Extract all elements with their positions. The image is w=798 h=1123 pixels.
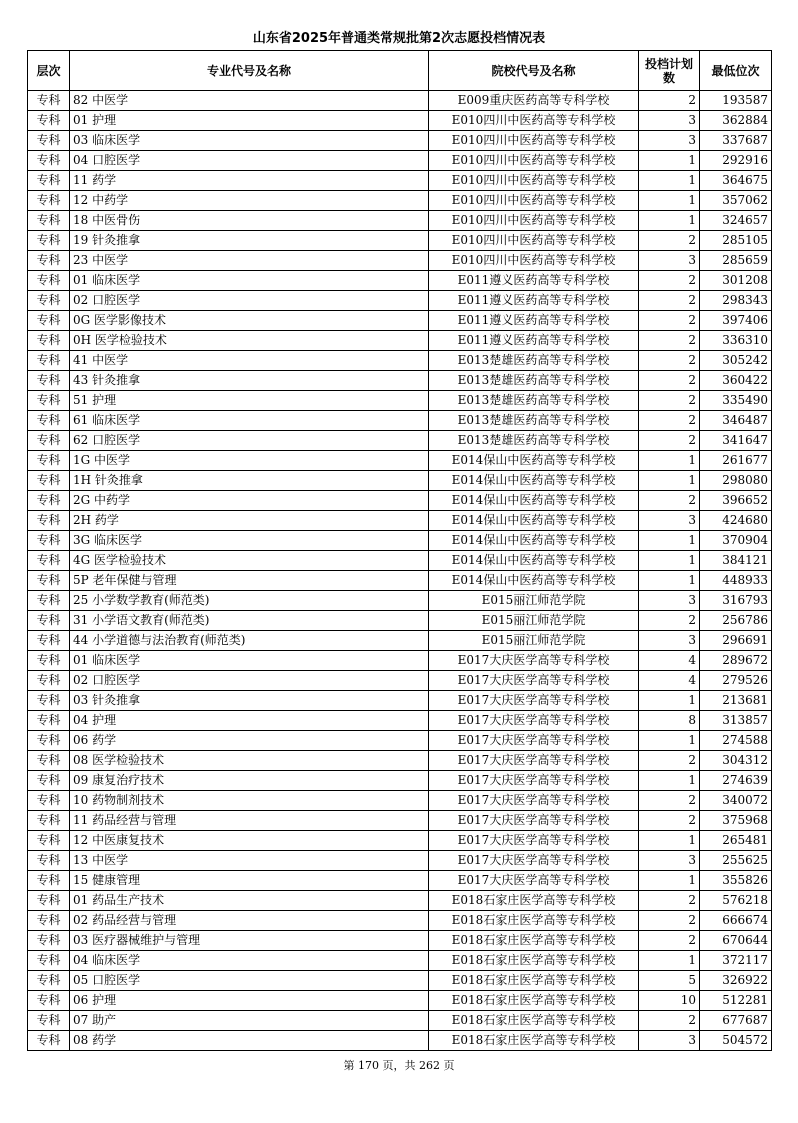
school-cell: E013楚雄医药高等专科学校 (429, 431, 639, 451)
school-cell: E010四川中医药高等专科学校 (429, 251, 639, 271)
min-rank-cell: 340072 (700, 791, 772, 811)
plan-count-cell: 8 (639, 711, 700, 731)
major-cell: 44 小学道德与法治教育(师范类) (70, 631, 429, 651)
plan-count-cell: 2 (639, 911, 700, 931)
school-cell: E017大庆医学高等专科学校 (429, 651, 639, 671)
table-row (28, 411, 772, 431)
level-cell: 专科 (28, 271, 70, 291)
level-cell: 专科 (28, 391, 70, 411)
major-cell: 02 口腔医学 (70, 291, 429, 311)
table-row (28, 1011, 772, 1031)
level-cell: 专科 (28, 251, 70, 271)
school-cell: E017大庆医学高等专科学校 (429, 671, 639, 691)
level-cell: 专科 (28, 851, 70, 871)
level-cell: 专科 (28, 911, 70, 931)
table-row (28, 171, 772, 191)
plan-count-cell: 1 (639, 451, 700, 471)
major-cell: 04 口腔医学 (70, 151, 429, 171)
min-rank-cell: 370904 (700, 531, 772, 551)
school-cell: E011遵义医药高等专科学校 (429, 331, 639, 351)
major-cell: 04 临床医学 (70, 951, 429, 971)
major-cell: 01 临床医学 (70, 271, 429, 291)
plan-count-cell: 2 (639, 391, 700, 411)
major-cell: 06 药学 (70, 731, 429, 751)
table-body (28, 91, 772, 1051)
school-cell: E018石家庄医学高等专科学校 (429, 951, 639, 971)
table-row (28, 971, 772, 991)
header-level: 层次 (28, 51, 70, 91)
table-row (28, 911, 772, 931)
school-cell: E017大庆医学高等专科学校 (429, 771, 639, 791)
min-rank-cell: 384121 (700, 551, 772, 571)
min-rank-cell: 279526 (700, 671, 772, 691)
table-row (28, 251, 772, 271)
min-rank-cell: 677687 (700, 1011, 772, 1031)
level-cell: 专科 (28, 291, 70, 311)
level-cell: 专科 (28, 631, 70, 651)
table-row (28, 511, 772, 531)
table-row (28, 851, 772, 871)
school-cell: E014保山中医药高等专科学校 (429, 451, 639, 471)
table-row (28, 471, 772, 491)
plan-count-cell: 2 (639, 271, 700, 291)
plan-count-cell: 1 (639, 871, 700, 891)
plan-count-cell: 3 (639, 631, 700, 651)
plan-count-cell: 1 (639, 551, 700, 571)
major-cell: 05 口腔医学 (70, 971, 429, 991)
plan-count-cell: 3 (639, 111, 700, 131)
major-cell: 43 针灸推拿 (70, 371, 429, 391)
school-cell: E015丽江师范学院 (429, 631, 639, 651)
major-cell: 3G 临床医学 (70, 531, 429, 551)
level-cell: 专科 (28, 751, 70, 771)
table-row (28, 831, 772, 851)
major-cell: 51 护理 (70, 391, 429, 411)
school-cell: E018石家庄医学高等专科学校 (429, 911, 639, 931)
min-rank-cell: 397406 (700, 311, 772, 331)
plan-count-cell: 2 (639, 751, 700, 771)
school-cell: E015丽江师范学院 (429, 611, 639, 631)
plan-count-cell: 2 (639, 431, 700, 451)
min-rank-cell: 292916 (700, 151, 772, 171)
school-cell: E015丽江师范学院 (429, 591, 639, 611)
level-cell: 专科 (28, 651, 70, 671)
level-cell: 专科 (28, 331, 70, 351)
table-row (28, 191, 772, 211)
min-rank-cell: 305242 (700, 351, 772, 371)
major-cell: 25 小学数学教育(师范类) (70, 591, 429, 611)
level-cell: 专科 (28, 611, 70, 631)
min-rank-cell: 360422 (700, 371, 772, 391)
table-row (28, 391, 772, 411)
level-cell: 专科 (28, 551, 70, 571)
table-row (28, 671, 772, 691)
major-cell: 13 中医学 (70, 851, 429, 871)
plan-count-cell: 2 (639, 491, 700, 511)
school-cell: E018石家庄医学高等专科学校 (429, 1031, 639, 1051)
school-cell: E013楚雄医药高等专科学校 (429, 391, 639, 411)
plan-count-cell: 2 (639, 351, 700, 371)
plan-count-cell: 2 (639, 231, 700, 251)
school-cell: E017大庆医学高等专科学校 (429, 791, 639, 811)
plan-count-cell: 2 (639, 891, 700, 911)
school-cell: E017大庆医学高等专科学校 (429, 851, 639, 871)
min-rank-cell: 255625 (700, 851, 772, 871)
table-row (28, 771, 772, 791)
plan-count-cell: 2 (639, 411, 700, 431)
plan-count-cell: 2 (639, 791, 700, 811)
table-row (28, 591, 772, 611)
level-cell: 专科 (28, 991, 70, 1011)
major-cell: 08 医学检验技术 (70, 751, 429, 771)
plan-count-cell: 1 (639, 571, 700, 591)
plan-count-cell: 2 (639, 931, 700, 951)
major-cell: 4G 医学检验技术 (70, 551, 429, 571)
level-cell: 专科 (28, 531, 70, 551)
level-cell: 专科 (28, 891, 70, 911)
school-cell: E010四川中医药高等专科学校 (429, 131, 639, 151)
level-cell: 专科 (28, 351, 70, 371)
school-cell: E013楚雄医药高等专科学校 (429, 411, 639, 431)
major-cell: 31 小学语文教育(师范类) (70, 611, 429, 631)
school-cell: E011遵义医药高等专科学校 (429, 271, 639, 291)
plan-count-cell: 1 (639, 151, 700, 171)
level-cell: 专科 (28, 571, 70, 591)
min-rank-cell: 336310 (700, 331, 772, 351)
min-rank-cell: 448933 (700, 571, 772, 591)
table-row (28, 351, 772, 371)
level-cell: 专科 (28, 151, 70, 171)
school-cell: E018石家庄医学高等专科学校 (429, 931, 639, 951)
level-cell: 专科 (28, 111, 70, 131)
min-rank-cell: 261677 (700, 451, 772, 471)
plan-count-cell: 1 (639, 771, 700, 791)
major-cell: 18 中医骨伤 (70, 211, 429, 231)
min-rank-cell: 355826 (700, 871, 772, 891)
min-rank-cell: 213681 (700, 691, 772, 711)
plan-count-cell: 2 (639, 91, 700, 111)
major-cell: 09 康复治疗技术 (70, 771, 429, 791)
school-cell: E010四川中医药高等专科学校 (429, 211, 639, 231)
header-min-rank: 最低位次 (700, 51, 772, 91)
plan-count-cell: 5 (639, 971, 700, 991)
table-row (28, 491, 772, 511)
plan-count-cell: 1 (639, 731, 700, 751)
page-footer: 第 170 页，共 262 页 (343, 1059, 455, 1072)
min-rank-cell: 424680 (700, 511, 772, 531)
major-cell: 0H 医学检验技术 (70, 331, 429, 351)
level-cell: 专科 (28, 231, 70, 251)
level-cell: 专科 (28, 1011, 70, 1031)
level-cell: 专科 (28, 871, 70, 891)
major-cell: 12 中药学 (70, 191, 429, 211)
plan-count-cell: 3 (639, 1031, 700, 1051)
min-rank-cell: 341647 (700, 431, 772, 451)
min-rank-cell: 504572 (700, 1031, 772, 1051)
major-cell: 02 口腔医学 (70, 671, 429, 691)
table-row (28, 751, 772, 771)
major-cell: 03 临床医学 (70, 131, 429, 151)
school-cell: E010四川中医药高等专科学校 (429, 171, 639, 191)
level-cell: 专科 (28, 451, 70, 471)
plan-count-cell: 2 (639, 311, 700, 331)
table-row (28, 211, 772, 231)
table-row (28, 311, 772, 331)
level-cell: 专科 (28, 511, 70, 531)
level-cell: 专科 (28, 371, 70, 391)
table-row (28, 531, 772, 551)
min-rank-cell: 512281 (700, 991, 772, 1011)
major-cell: 0G 医学影像技术 (70, 311, 429, 331)
table-row (28, 451, 772, 471)
min-rank-cell: 316793 (700, 591, 772, 611)
min-rank-cell: 256786 (700, 611, 772, 631)
plan-count-cell: 1 (639, 951, 700, 971)
min-rank-cell: 298343 (700, 291, 772, 311)
school-cell: E011遵义医药高等专科学校 (429, 291, 639, 311)
table-row (28, 651, 772, 671)
level-cell: 专科 (28, 131, 70, 151)
school-cell: E010四川中医药高等专科学校 (429, 111, 639, 131)
school-cell: E017大庆医学高等专科学校 (429, 691, 639, 711)
table-row (28, 111, 772, 131)
major-cell: 07 助产 (70, 1011, 429, 1031)
plan-count-cell: 2 (639, 371, 700, 391)
plan-count-cell: 1 (639, 171, 700, 191)
major-cell: 23 中医学 (70, 251, 429, 271)
school-cell: E010四川中医药高等专科学校 (429, 151, 639, 171)
table-row (28, 731, 772, 751)
level-cell: 专科 (28, 191, 70, 211)
header-major: 专业代号及名称 (70, 51, 429, 91)
level-cell: 专科 (28, 211, 70, 231)
major-cell: 01 护理 (70, 111, 429, 131)
table-row (28, 631, 772, 651)
level-cell: 专科 (28, 411, 70, 431)
min-rank-cell: 396652 (700, 491, 772, 511)
school-cell: E010四川中医药高等专科学校 (429, 191, 639, 211)
major-cell: 11 药学 (70, 171, 429, 191)
table-row (28, 551, 772, 571)
school-cell: E018石家庄医学高等专科学校 (429, 971, 639, 991)
table-row (28, 871, 772, 891)
table-row (28, 891, 772, 911)
level-cell: 专科 (28, 491, 70, 511)
plan-count-cell: 2 (639, 611, 700, 631)
school-cell: E014保山中医药高等专科学校 (429, 491, 639, 511)
table-row (28, 691, 772, 711)
plan-count-cell: 3 (639, 511, 700, 531)
min-rank-cell: 337687 (700, 131, 772, 151)
min-rank-cell: 285105 (700, 231, 772, 251)
level-cell: 专科 (28, 591, 70, 611)
min-rank-cell: 313857 (700, 711, 772, 731)
plan-count-cell: 1 (639, 471, 700, 491)
level-cell: 专科 (28, 951, 70, 971)
table-row (28, 271, 772, 291)
level-cell: 专科 (28, 931, 70, 951)
min-rank-cell: 265481 (700, 831, 772, 851)
level-cell: 专科 (28, 1031, 70, 1051)
level-cell: 专科 (28, 771, 70, 791)
min-rank-cell: 364675 (700, 171, 772, 191)
major-cell: 61 临床医学 (70, 411, 429, 431)
table-row (28, 1031, 772, 1051)
level-cell: 专科 (28, 711, 70, 731)
min-rank-cell: 357062 (700, 191, 772, 211)
min-rank-cell: 301208 (700, 271, 772, 291)
major-cell: 2G 中药学 (70, 491, 429, 511)
min-rank-cell: 666674 (700, 911, 772, 931)
min-rank-cell: 296691 (700, 631, 772, 651)
level-cell: 专科 (28, 91, 70, 111)
min-rank-cell: 193587 (700, 91, 772, 111)
school-cell: E014保山中医药高等专科学校 (429, 511, 639, 531)
level-cell: 专科 (28, 671, 70, 691)
min-rank-cell: 285659 (700, 251, 772, 271)
min-rank-cell: 324657 (700, 211, 772, 231)
school-cell: E014保山中医药高等专科学校 (429, 531, 639, 551)
level-cell: 专科 (28, 311, 70, 331)
min-rank-cell: 375968 (700, 811, 772, 831)
major-cell: 62 口腔医学 (70, 431, 429, 451)
table-row (28, 711, 772, 731)
min-rank-cell: 289672 (700, 651, 772, 671)
table-row (28, 791, 772, 811)
header-plan-count: 投档计划数 (639, 51, 700, 91)
school-cell: E017大庆医学高等专科学校 (429, 711, 639, 731)
school-cell: E013楚雄医药高等专科学校 (429, 371, 639, 391)
plan-count-cell: 2 (639, 1011, 700, 1031)
school-cell: E011遵义医药高等专科学校 (429, 311, 639, 331)
level-cell: 专科 (28, 471, 70, 491)
plan-count-cell: 1 (639, 191, 700, 211)
plan-count-cell: 3 (639, 851, 700, 871)
school-cell: E018石家庄医学高等专科学校 (429, 991, 639, 1011)
school-cell: E017大庆医学高等专科学校 (429, 871, 639, 891)
major-cell: 06 护理 (70, 991, 429, 1011)
school-cell: E013楚雄医药高等专科学校 (429, 351, 639, 371)
level-cell: 专科 (28, 431, 70, 451)
major-cell: 04 护理 (70, 711, 429, 731)
major-cell: 03 针灸推拿 (70, 691, 429, 711)
school-cell: E014保山中医药高等专科学校 (429, 551, 639, 571)
major-cell: 12 中医康复技术 (70, 831, 429, 851)
school-cell: E017大庆医学高等专科学校 (429, 831, 639, 851)
plan-count-cell: 2 (639, 331, 700, 351)
plan-count-cell: 4 (639, 651, 700, 671)
table-row (28, 571, 772, 591)
major-cell: 03 医疗器械维护与管理 (70, 931, 429, 951)
min-rank-cell: 274639 (700, 771, 772, 791)
school-cell: E017大庆医学高等专科学校 (429, 751, 639, 771)
level-cell: 专科 (28, 811, 70, 831)
table-row (28, 231, 772, 251)
school-cell: E014保山中医药高等专科学校 (429, 471, 639, 491)
table-row (28, 131, 772, 151)
plan-count-cell: 3 (639, 251, 700, 271)
table-row (28, 91, 772, 111)
level-cell: 专科 (28, 831, 70, 851)
plan-count-cell: 2 (639, 811, 700, 831)
major-cell: 1G 中医学 (70, 451, 429, 471)
min-rank-cell: 304312 (700, 751, 772, 771)
school-cell: E014保山中医药高等专科学校 (429, 571, 639, 591)
table-row (28, 431, 772, 451)
level-cell: 专科 (28, 171, 70, 191)
major-cell: 2H 药学 (70, 511, 429, 531)
table-row (28, 151, 772, 171)
plan-count-cell: 10 (639, 991, 700, 1011)
min-rank-cell: 576218 (700, 891, 772, 911)
school-cell: E009重庆医药高等专科学校 (429, 91, 639, 111)
min-rank-cell: 346487 (700, 411, 772, 431)
major-cell: 82 中医学 (70, 91, 429, 111)
major-cell: 15 健康管理 (70, 871, 429, 891)
level-cell: 专科 (28, 691, 70, 711)
plan-count-cell: 1 (639, 831, 700, 851)
major-cell: 10 药物制剂技术 (70, 791, 429, 811)
level-cell: 专科 (28, 971, 70, 991)
min-rank-cell: 335490 (700, 391, 772, 411)
major-cell: 02 药品经营与管理 (70, 911, 429, 931)
table-row (28, 331, 772, 351)
level-cell: 专科 (28, 791, 70, 811)
table-header-row (28, 51, 772, 91)
table-row (28, 951, 772, 971)
major-cell: 19 针灸推拿 (70, 231, 429, 251)
min-rank-cell: 372117 (700, 951, 772, 971)
min-rank-cell: 274588 (700, 731, 772, 751)
school-cell: E018石家庄医学高等专科学校 (429, 891, 639, 911)
min-rank-cell: 670644 (700, 931, 772, 951)
level-cell: 专科 (28, 731, 70, 751)
plan-count-cell: 1 (639, 691, 700, 711)
table-row (28, 811, 772, 831)
table-row (28, 291, 772, 311)
major-cell: 08 药学 (70, 1031, 429, 1051)
school-cell: E018石家庄医学高等专科学校 (429, 1011, 639, 1031)
plan-count-cell: 2 (639, 291, 700, 311)
min-rank-cell: 298080 (700, 471, 772, 491)
plan-count-cell: 4 (639, 671, 700, 691)
plan-count-cell: 3 (639, 591, 700, 611)
table-row (28, 371, 772, 391)
major-cell: 5P 老年保健与管理 (70, 571, 429, 591)
table-row (28, 611, 772, 631)
major-cell: 1H 针灸推拿 (70, 471, 429, 491)
major-cell: 41 中医学 (70, 351, 429, 371)
major-cell: 01 药品生产技术 (70, 891, 429, 911)
min-rank-cell: 362884 (700, 111, 772, 131)
major-cell: 11 药品经营与管理 (70, 811, 429, 831)
header-school: 院校代号及名称 (429, 51, 639, 91)
plan-count-cell: 3 (639, 131, 700, 151)
page-title: 山东省2025年普通类常规批第2次志愿投档情况表 (252, 31, 546, 46)
plan-count-cell: 1 (639, 211, 700, 231)
school-cell: E017大庆医学高等专科学校 (429, 731, 639, 751)
plan-count-cell: 1 (639, 531, 700, 551)
min-rank-cell: 326922 (700, 971, 772, 991)
major-cell: 01 临床医学 (70, 651, 429, 671)
admission-table (27, 50, 772, 1051)
school-cell: E010四川中医药高等专科学校 (429, 231, 639, 251)
school-cell: E017大庆医学高等专科学校 (429, 811, 639, 831)
table-row (28, 991, 772, 1011)
table-row (28, 931, 772, 951)
